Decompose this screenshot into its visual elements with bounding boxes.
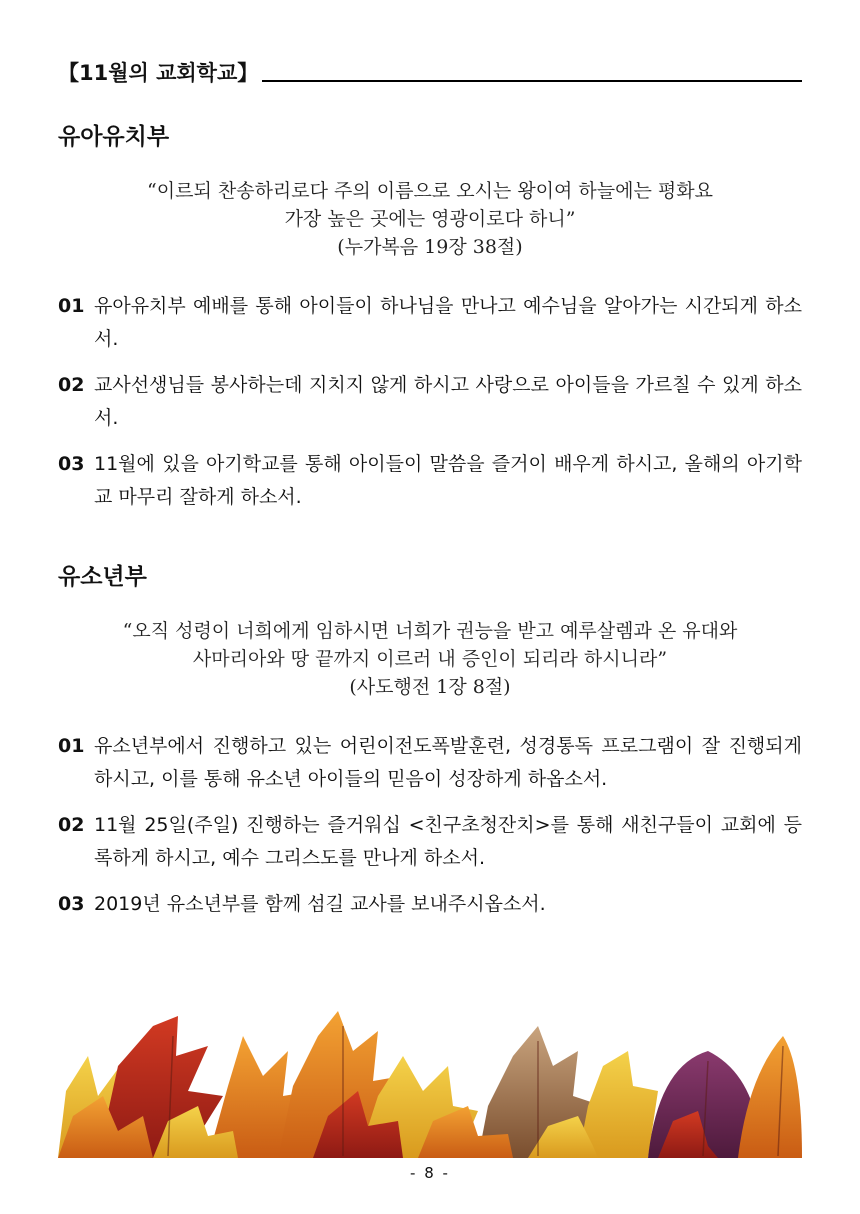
verse-reference: (누가복음 19장 38절) bbox=[337, 236, 523, 258]
verse-line: “이르되 찬송하리로다 주의 이름으로 오시는 왕이여 하늘에는 평화요 bbox=[147, 180, 713, 202]
item-number: 01 bbox=[58, 295, 85, 317]
list-item bbox=[58, 730, 802, 796]
item-number: 03 bbox=[58, 453, 85, 475]
item-text: 11월 25일(주일) 진행하는 즐거워십 <친구초청잔치>를 통해 새친구들이 교회에 등록하게 하시고, 예수 그리스도를 만나게 하소서. bbox=[94, 814, 802, 869]
section-title-preschool: 유아유치부 bbox=[58, 124, 170, 150]
page-title: 【11월의 교회학교】 bbox=[58, 61, 259, 85]
list-item bbox=[58, 888, 802, 921]
verse-youth bbox=[58, 617, 802, 701]
verse-line: 사마리아와 땅 끝까지 이르러 내 증인이 되리라 하시니라” bbox=[192, 648, 668, 670]
verse-preschool bbox=[58, 177, 802, 261]
item-text: 11월에 있을 아기학교를 통해 아이들이 말씀을 즐거이 배우게 하시고, 올해의 아기학교 마무리 잘하게 하소서. bbox=[94, 453, 802, 508]
verse-line: “오직 성령이 너희에게 임하시면 너희가 권능을 받고 예루살렘과 온 유대와 bbox=[122, 620, 738, 642]
item-text: 유아유치부 예배를 통해 아이들이 하나님을 만나고 예수님을 알아가는 시간되게 하소서. bbox=[94, 295, 802, 350]
item-text: 유소년부에서 진행하고 있는 어린이전도폭발훈련, 성경통독 프로그램이 잘 진행되게 하시고, 이를 통해 유소년 아이들의 믿음이 성장하게 하옵소서. bbox=[94, 735, 802, 790]
item-text: 교사선생님들 봉사하는데 지치지 않게 하시고 사랑으로 아이들을 가르칠 수 있게 하소서. bbox=[94, 374, 802, 429]
prayer-list-youth bbox=[58, 730, 802, 934]
item-number: 01 bbox=[58, 735, 85, 757]
list-item bbox=[58, 809, 802, 875]
item-number: 02 bbox=[58, 374, 85, 396]
item-text: 2019년 유소년부를 함께 섬길 교사를 보내주시옵소서. bbox=[94, 893, 546, 915]
item-number: 02 bbox=[58, 814, 85, 836]
prayer-list-preschool bbox=[58, 290, 802, 527]
list-item bbox=[58, 448, 802, 514]
list-item bbox=[58, 369, 802, 435]
title-underline bbox=[262, 80, 802, 82]
verse-reference: (사도행전 1장 8절) bbox=[349, 676, 511, 698]
page-number: - 8 - bbox=[410, 1164, 450, 1182]
verse-line: 가장 높은 곳에는 영광이로다 하니” bbox=[284, 208, 576, 230]
autumn-leaves-illustration bbox=[58, 996, 802, 1158]
section-title-youth: 유소년부 bbox=[58, 564, 147, 590]
page-header bbox=[58, 54, 802, 88]
autumn-leaves-image bbox=[58, 996, 802, 1158]
item-number: 03 bbox=[58, 893, 85, 915]
list-item bbox=[58, 290, 802, 356]
